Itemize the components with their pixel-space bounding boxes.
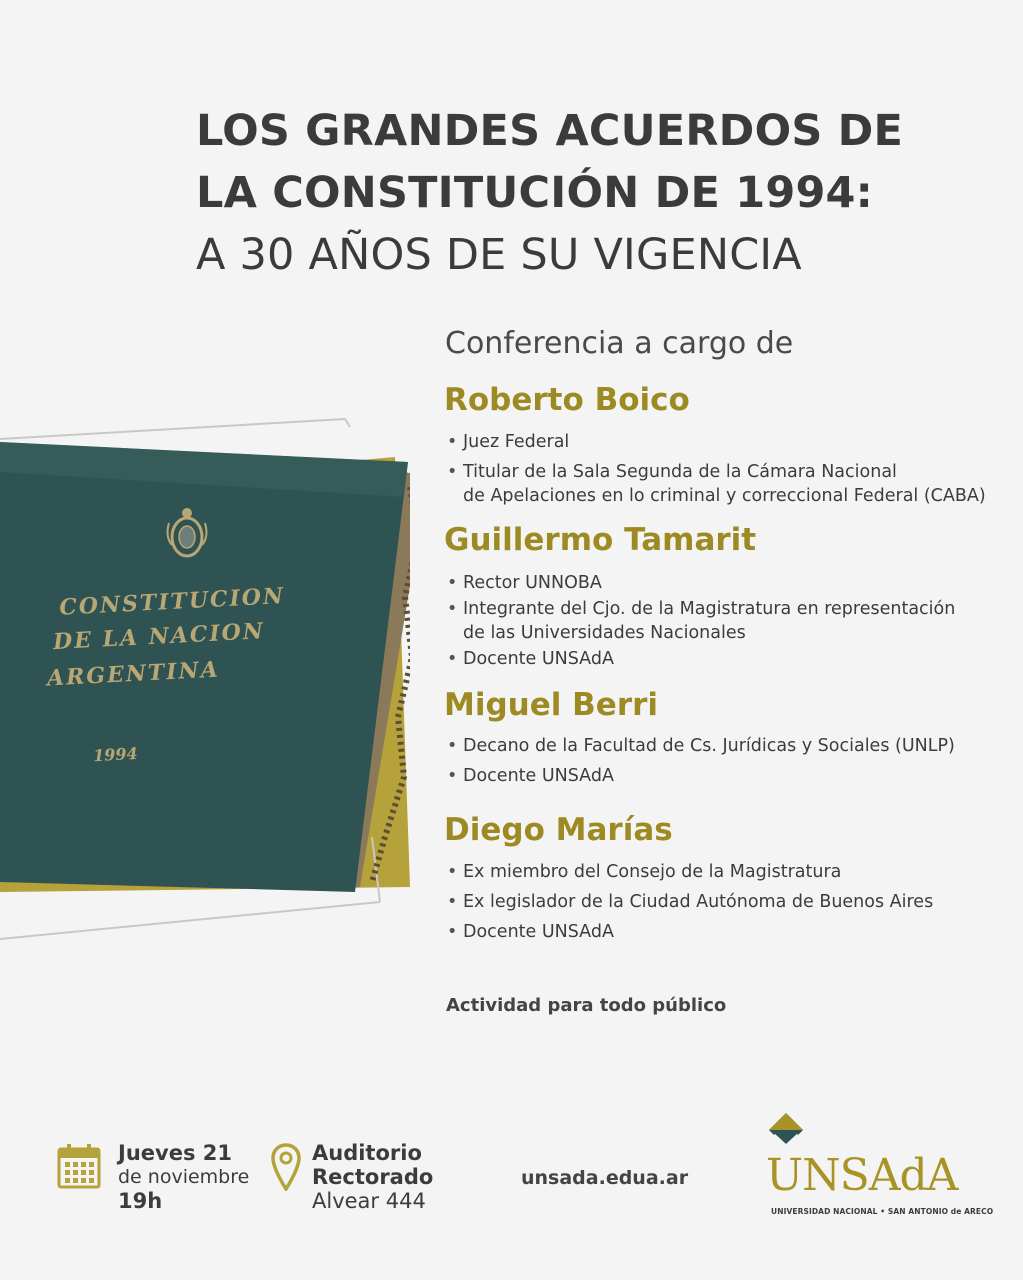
title-line-2: LA CONSTITUCIÓN DE 1994: — [196, 168, 874, 218]
speaker-name-tamarit: Guillermo Tamarit — [444, 522, 757, 558]
role-item: • Docente UNSAdA — [447, 647, 955, 671]
role-item: • Integrante del Cjo. de la Magistratura en representación de las Universidades Nacionales — [447, 597, 955, 645]
logo-tagline: UNIVERSIDAD NACIONAL • SAN ANTONIO de ARECO — [771, 1207, 994, 1216]
role-item: • Juez Federal — [447, 430, 986, 454]
book-title-line-2: DE LA NACION — [52, 618, 266, 656]
book-title-line-3: ARGENTINA — [46, 656, 221, 692]
role-item: • Titular de la Sala Segunda de la Cámara Nacional de Apelaciones en lo criminal y correccional Federal (CABA) — [447, 460, 986, 508]
role-item: • Docente UNSAdA — [447, 920, 933, 944]
speaker-roles-tamarit — [447, 571, 955, 671]
event-time: 19h — [118, 1189, 163, 1213]
venue-line-1: Auditorio — [312, 1141, 422, 1165]
calendar-icon — [57, 1143, 101, 1189]
role-item: • Ex miembro del Consejo de la Magistratura — [447, 860, 933, 884]
speaker-roles-boico — [447, 430, 986, 508]
event-venue — [312, 1141, 433, 1213]
audience-note: Actividad para todo público — [446, 995, 727, 1016]
speaker-name-berri: Miguel Berri — [444, 687, 659, 723]
event-day: Jueves 21 — [118, 1141, 232, 1165]
role-item: • Rector UNNOBA — [447, 571, 955, 595]
logo-wordmark: UNSAdA — [766, 1150, 958, 1201]
role-item: • Docente UNSAdA — [447, 764, 955, 788]
diamond-logo-icon — [768, 1112, 804, 1148]
intro-text: Conferencia a cargo de — [445, 326, 794, 361]
role-item: • Ex legislador de la Ciudad Autónoma de Buenos Aires — [447, 890, 933, 914]
book-title-line-1: CONSTITUCION — [58, 582, 286, 621]
role-item: • Decano de la Facultad de Cs. Jurídicas y Sociales (UNLP) — [447, 734, 955, 758]
frame-line-bottom — [0, 902, 380, 939]
title-line-1: LOS GRANDES ACUERDOS DE — [196, 106, 904, 156]
venue-line-2: Rectorado — [312, 1165, 434, 1189]
location-pin-icon — [271, 1143, 301, 1191]
title-line-3: A 30 AÑOS DE SU VIGENCIA — [196, 230, 802, 280]
constitution-book-image — [0, 417, 410, 942]
venue-address: Alvear 444 — [312, 1189, 426, 1213]
poster-title — [196, 100, 903, 286]
speaker-roles-marias — [447, 860, 933, 944]
book-year: 1994 — [92, 743, 139, 766]
speaker-name-marias: Diego Marías — [444, 812, 673, 848]
speaker-roles-berri — [447, 734, 955, 788]
website-link[interactable]: unsada.edua.ar — [521, 1167, 689, 1189]
event-date — [118, 1141, 249, 1213]
event-month: de noviembre — [118, 1166, 250, 1188]
speaker-name-boico: Roberto Boico — [444, 382, 690, 418]
frame-line-top — [0, 419, 350, 439]
